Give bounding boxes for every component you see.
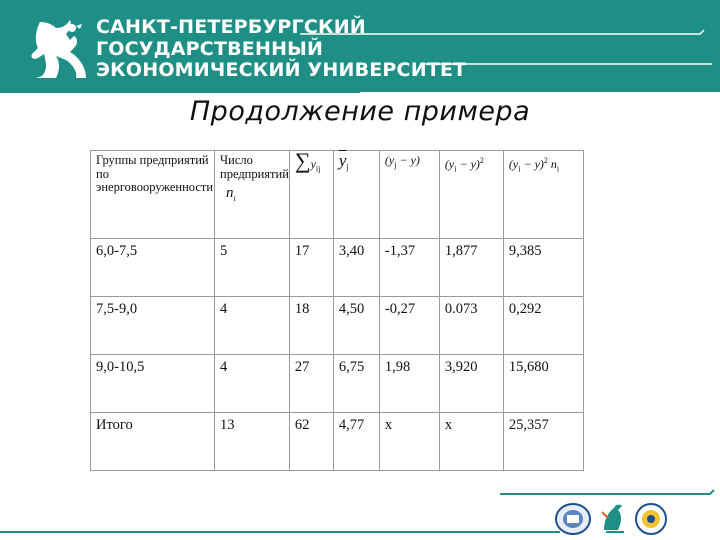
university-name-line-2: ГОСУДАРСТВЕННЫЙ <box>96 37 324 60</box>
header-deviation: $(y_j - y)$ <box>379 151 439 239</box>
cell-mean: 3,40 <box>333 239 379 297</box>
cell-weighted-squared-deviation: 9,385 <box>503 239 583 297</box>
header-groups: Группы предприятий по энерговооруженности <box>91 151 215 239</box>
header-mean: $\overline{y}_j$ <box>333 151 379 239</box>
header-count-label: Число предприятий <box>220 153 289 181</box>
cell-deviation: -1,37 <box>379 239 439 297</box>
cell-squared-deviation: 3,920 <box>439 355 503 413</box>
university-emblem-icon <box>554 502 592 536</box>
cell-mean: 4,50 <box>333 297 379 355</box>
table-row <box>91 297 584 355</box>
cell-deviation: 1,98 <box>379 355 439 413</box>
cell-group: 9,0-10,5 <box>91 355 215 413</box>
table-row <box>91 355 584 413</box>
cell-squared-deviation: 1,877 <box>439 239 503 297</box>
cell-count: 5 <box>215 239 290 297</box>
table-header-row <box>91 151 584 239</box>
cell-deviation: -0,27 <box>379 297 439 355</box>
university-name-line-3: ЭКОНОМИЧЕСКИЙ УНИВЕРСИТЕТ <box>96 59 467 81</box>
cell-count: 4 <box>215 355 290 413</box>
quality-seal-icon <box>634 502 668 536</box>
header-sum: $\sum y_{ij}$ <box>289 151 333 239</box>
cell-weighted-squared-deviation: 15,680 <box>503 355 583 413</box>
header-count-symbol: $n_i$ <box>226 185 236 203</box>
cell-sum: 62 <box>289 413 333 471</box>
table-row-total <box>91 413 584 471</box>
university-name-line-1: САНКТ-ПЕТЕРБУРГСКИЙ <box>96 16 366 38</box>
cell-count: 13 <box>215 413 290 471</box>
header-weighted-squared-deviation: $(y_i - y)^2$ $n_i$ <box>503 151 583 239</box>
table-row <box>91 239 584 297</box>
cell-sum: 27 <box>289 355 333 413</box>
cell-group: Итого <box>91 413 215 471</box>
cell-group: 6,0-7,5 <box>91 239 215 297</box>
cell-mean: 4,77 <box>333 413 379 471</box>
cell-sum: 18 <box>289 297 333 355</box>
cell-count: 4 <box>215 297 290 355</box>
cell-squared-deviation: 0.073 <box>439 297 503 355</box>
grouping-table <box>90 150 584 471</box>
cell-deviation: x <box>379 413 439 471</box>
cell-group: 7,5-9,0 <box>91 297 215 355</box>
cell-weighted-squared-deviation: 0,292 <box>503 297 583 355</box>
header-squared-deviation: $(y_i - y)^2$ <box>439 151 503 239</box>
cell-mean: 6,75 <box>333 355 379 413</box>
cell-squared-deviation: x <box>439 413 503 471</box>
griffin-emblem-icon <box>598 500 630 536</box>
slide-title: Продолжение примера <box>189 96 531 127</box>
header-count <box>215 151 290 239</box>
cell-weighted-squared-deviation: 25,357 <box>503 413 583 471</box>
cell-sum: 17 <box>289 239 333 297</box>
